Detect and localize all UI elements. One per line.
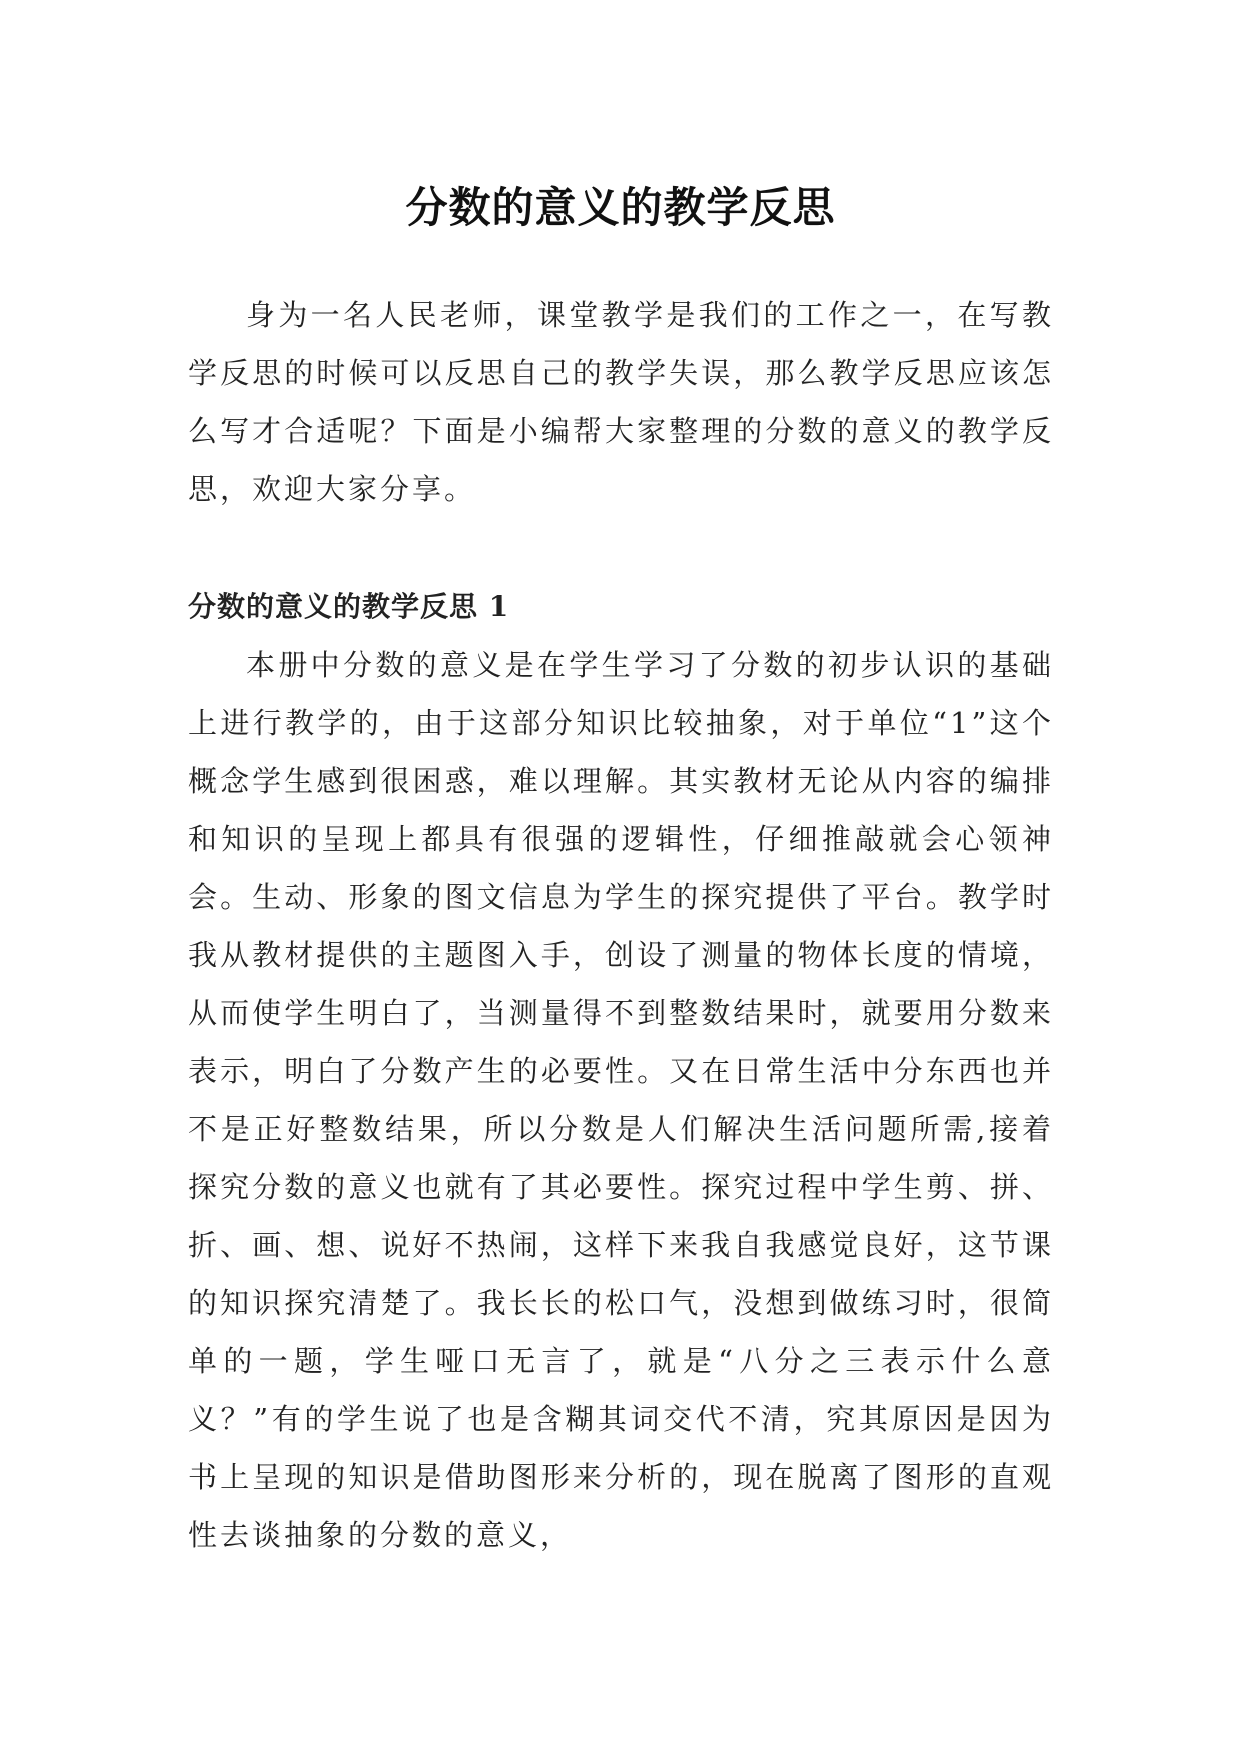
document-title: 分数的意义的教学反思 — [405, 183, 836, 233]
section-body-paragraph: 本册中分数的意义是在学生学习了分数的初步认识的基础上进行教学的，由于这部分知识比较抽象，对于单位“1”这个概念学生感到很困惑，难以理解。其实教材无论从内容的编排和知识的呈现上都具有很强的逻辑性，仔细推敲就会心领神会。生动、形象的图文信息为学生的探究提供了平台。教学时我从教材提供的主题图入手，创设了测量的物体长度的情境，从而使学生明白了，当测量得不到整数结果时，就要用分数来表示，明白了分数产生的必要性。又在日常生活中分东西也并不是正好整数结果，所以分数是人们解决生活问题所需,接着探究分数的意义也就有了其必要性。探究过程中学生剪、拼、折、画、想、说好不热闹，这样下来我自我感觉良好，这节课的知识探究清楚了。我长长的松口气，没想到做练习时，很简单的一题，学生哑口无言了，就是“八分之三表示什么意义？”有的学生说了也是含糊其词交代不清，究其原因是因为书上呈现的知识是借助图形来分析的，现在脱离了图形的直观性去谈抽象的分数的意义， — [188, 648, 1054, 1552]
section-heading: 分数的意义的教学反思 1 — [188, 590, 510, 623]
intro-paragraph: 身为一名人民老师，课堂教学是我们的工作之一，在写教学反思的时候可以反思自己的教学失误，那么教学反思应该怎么写才合适呢？下面是小编帮大家整理的分数的意义的教学反思，欢迎大家分享。 — [188, 298, 1054, 506]
